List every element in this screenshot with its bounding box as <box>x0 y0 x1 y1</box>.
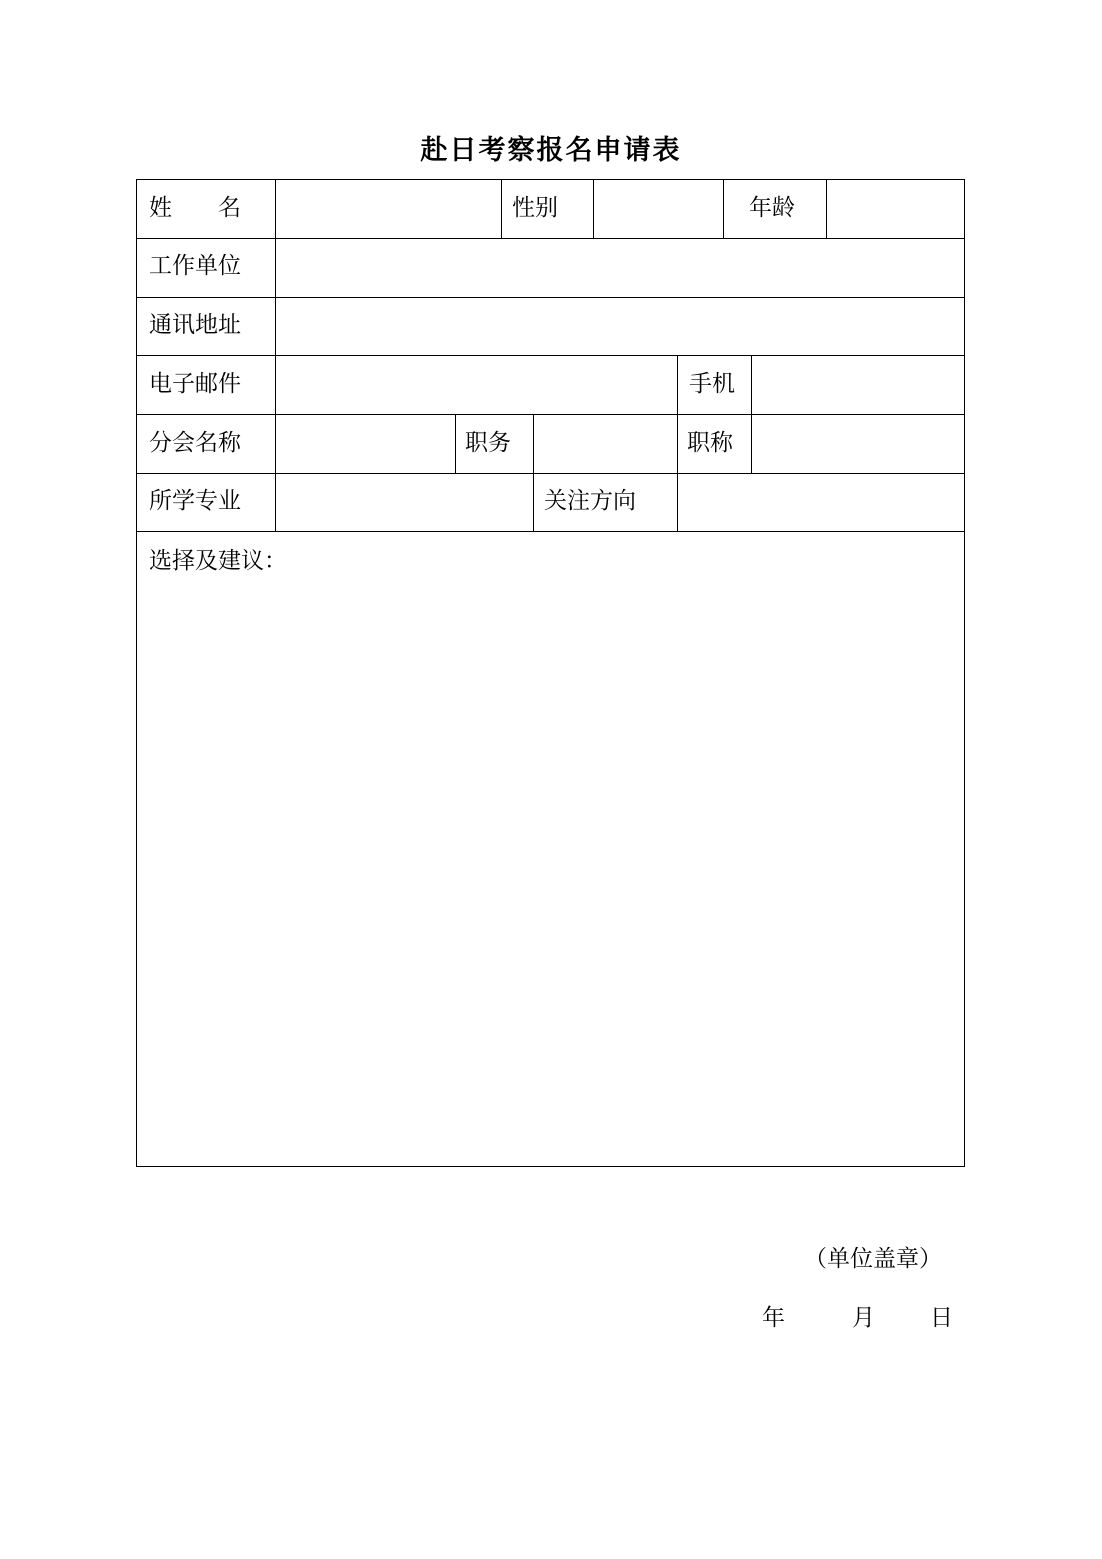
email-label: 电子邮件 <box>149 371 241 397</box>
gender-field[interactable] <box>594 180 723 238</box>
title-label: 职称 <box>687 430 733 456</box>
work-unit-field[interactable] <box>276 239 964 297</box>
age-field[interactable] <box>827 180 964 238</box>
branch-field[interactable] <box>276 415 455 473</box>
position-field[interactable] <box>534 415 677 473</box>
work-unit-label: 工作单位 <box>149 253 241 279</box>
column-divider <box>677 414 678 473</box>
unit-stamp-note: （单位盖章） <box>804 1246 942 1272</box>
column-divider <box>723 180 724 238</box>
column-divider <box>501 180 502 238</box>
column-divider <box>455 414 456 473</box>
column-divider <box>533 473 534 531</box>
mobile-field[interactable] <box>752 356 964 414</box>
address-label: 通讯地址 <box>149 312 241 338</box>
row-divider <box>137 531 964 532</box>
suggestion-label: 选择及建议： <box>149 548 287 574</box>
email-field[interactable] <box>276 356 677 414</box>
date-day: 日 <box>930 1305 953 1331</box>
date-month: 月 <box>852 1305 875 1331</box>
column-divider <box>677 355 678 414</box>
address-field[interactable] <box>276 298 964 355</box>
title-field[interactable] <box>752 415 964 473</box>
application-form-table <box>136 179 965 1167</box>
branch-label: 分会名称 <box>149 430 241 456</box>
suggestion-field[interactable] <box>137 580 964 1164</box>
gender-label: 性别 <box>512 195 558 221</box>
position-label: 职务 <box>465 430 511 456</box>
date-year: 年 <box>762 1305 785 1331</box>
age-label: 年龄 <box>749 195 795 221</box>
focus-label: 关注方向 <box>544 488 636 514</box>
mobile-label: 手机 <box>689 371 735 397</box>
focus-field[interactable] <box>678 474 964 531</box>
major-label: 所学专业 <box>149 488 241 514</box>
name-label: 姓 名 <box>149 195 241 221</box>
major-field[interactable] <box>276 474 533 531</box>
name-field[interactable] <box>276 180 501 238</box>
form-title: 赴日考察报名申请表 <box>420 135 682 166</box>
